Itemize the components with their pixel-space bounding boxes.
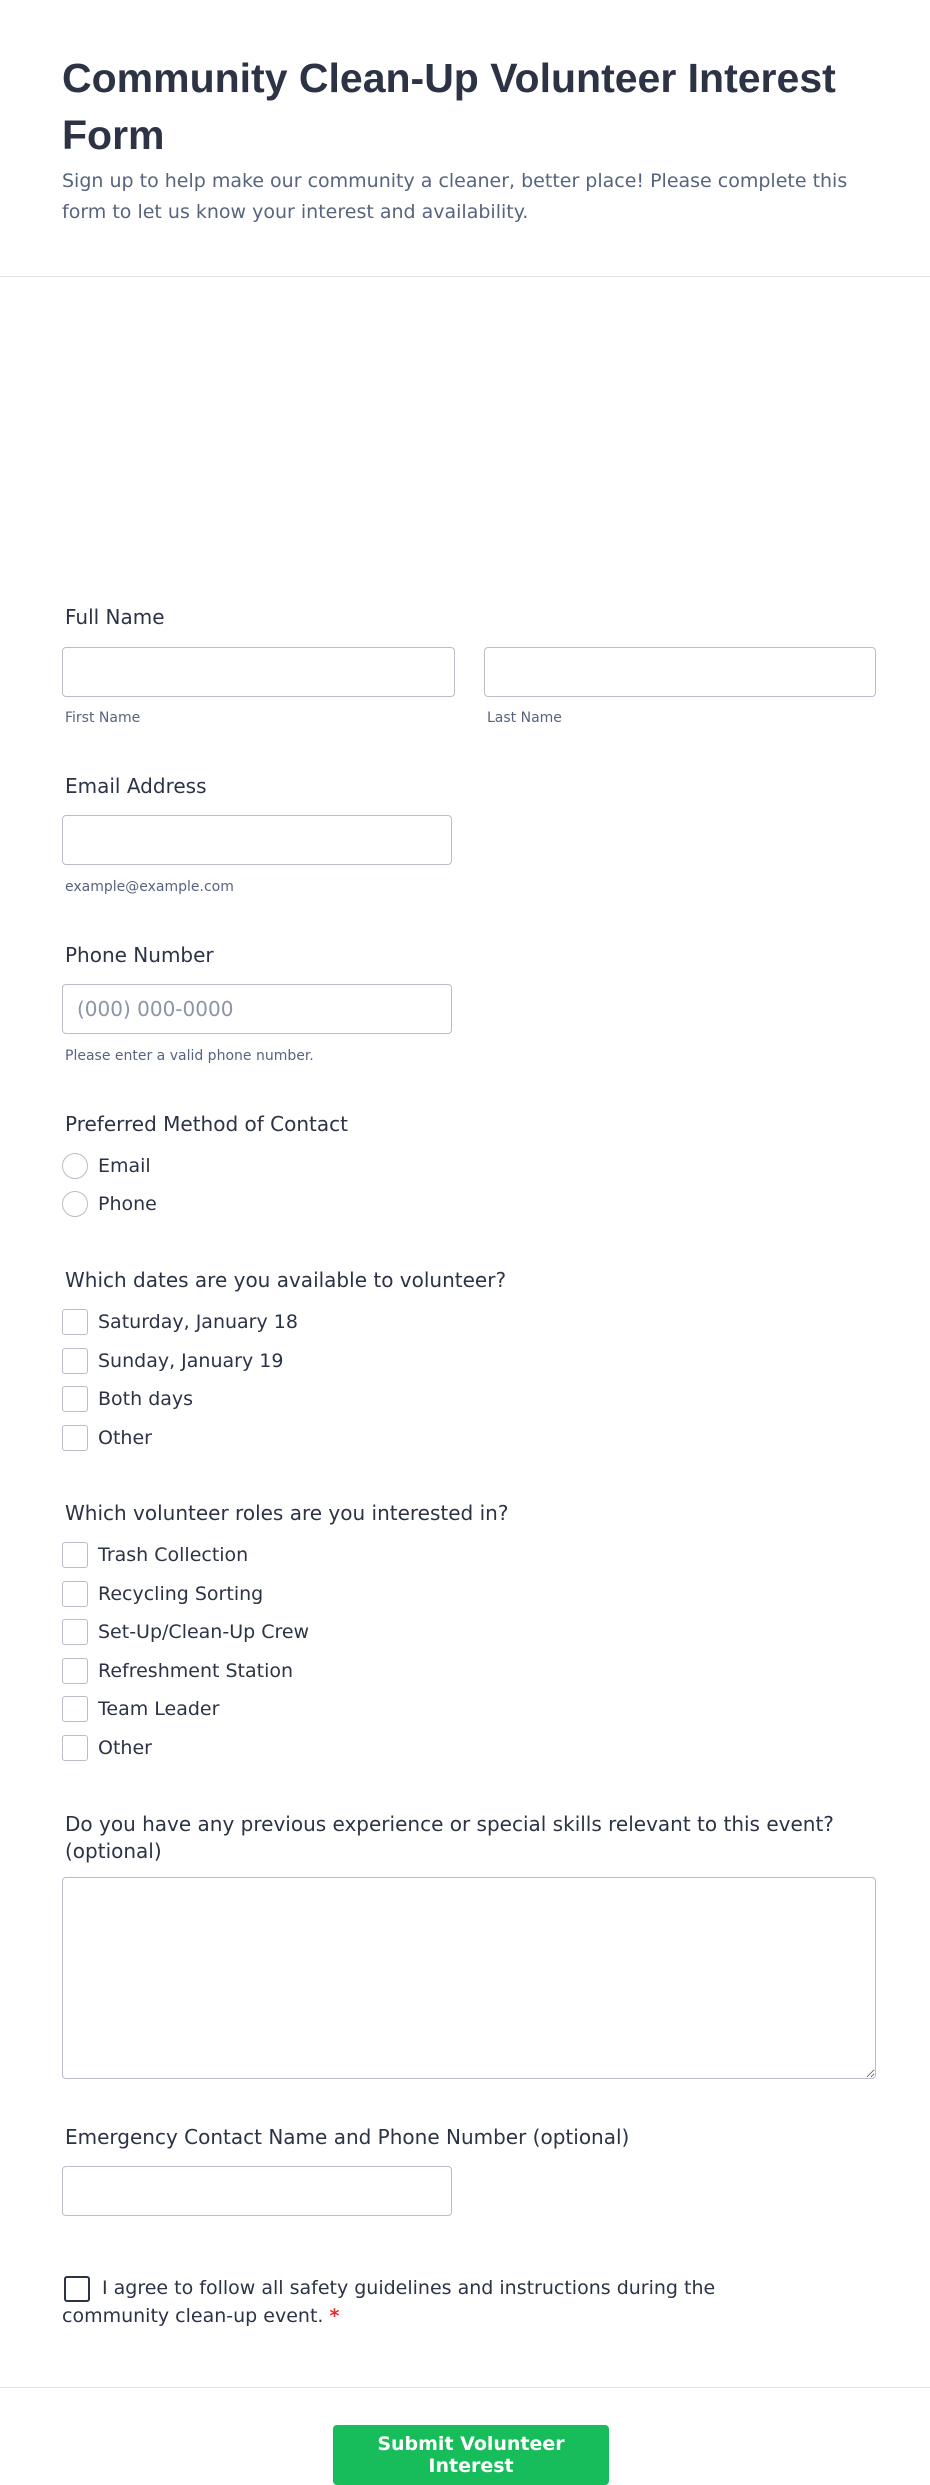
first-name-sublabel: First Name	[65, 710, 141, 726]
experience-textarea[interactable]	[62, 1877, 876, 2079]
date-option-sunday[interactable]	[62, 1348, 283, 1374]
option-label: Recycling Sorting	[98, 1583, 264, 1605]
checkbox[interactable]	[62, 1696, 88, 1722]
form-subtitle: Sign up to help make our community a cleaner, better place! Please complete this form to let us know your interest and availability.	[62, 170, 848, 223]
agreement-label: I agree to follow all safety guidelines and instructions during the community clean-up event.	[62, 2277, 716, 2327]
agreement-text	[62, 2274, 742, 2330]
role-option-recycling[interactable]	[62, 1581, 263, 1607]
checkbox[interactable]	[62, 1386, 88, 1412]
roles-label: Which volunteer roles are you interested in?	[65, 1501, 509, 1525]
email-input[interactable]	[62, 815, 452, 865]
role-option-team-leader[interactable]	[62, 1696, 219, 1722]
contact-option-email[interactable]	[62, 1153, 151, 1179]
option-label: Both days	[98, 1388, 194, 1410]
checkbox[interactable]	[62, 1425, 88, 1451]
checkbox[interactable]	[62, 1581, 88, 1607]
submit-button[interactable]: Submit Volunteer Interest	[333, 2425, 609, 2485]
first-name-input[interactable]	[62, 647, 455, 697]
form-header	[0, 0, 930, 277]
dates-label: Which dates are you available to volunteer?	[65, 1268, 507, 1292]
checkbox[interactable]	[62, 1348, 88, 1374]
option-label: Email	[98, 1155, 151, 1177]
emergency-input[interactable]	[62, 2166, 452, 2216]
form-title: Community Clean-Up Volunteer Interest Form	[62, 55, 836, 158]
date-option-other[interactable]	[62, 1425, 152, 1451]
date-option-both[interactable]	[62, 1386, 193, 1412]
footer-divider	[0, 2387, 930, 2388]
phone-label: Phone Number	[65, 943, 214, 967]
last-name-sublabel: Last Name	[487, 710, 562, 726]
contact-method-label: Preferred Method of Contact	[65, 1112, 348, 1136]
option-label: Saturday, January 18	[98, 1311, 298, 1333]
contact-option-phone[interactable]	[62, 1191, 157, 1217]
option-label: Other	[98, 1737, 152, 1759]
option-label: Team Leader	[98, 1698, 220, 1720]
radio-button[interactable]	[62, 1153, 88, 1179]
option-label: Set-Up/Clean-Up Crew	[98, 1621, 310, 1643]
role-option-trash[interactable]	[62, 1542, 248, 1568]
phone-input[interactable]	[62, 984, 452, 1034]
emergency-label: Emergency Contact Name and Phone Number (optional)	[65, 2125, 630, 2149]
required-mark: *	[329, 2305, 340, 2327]
email-sublabel: example@example.com	[65, 879, 234, 895]
checkbox[interactable]	[62, 1658, 88, 1684]
option-label: Phone	[98, 1193, 157, 1215]
email-label: Email Address	[65, 774, 207, 798]
role-option-refreshment[interactable]	[62, 1658, 293, 1684]
option-label: Refreshment Station	[98, 1660, 294, 1682]
radio-button[interactable]	[62, 1191, 88, 1217]
full-name-label: Full Name	[65, 605, 165, 629]
option-label: Other	[98, 1427, 152, 1449]
option-label: Sunday, January 19	[98, 1350, 284, 1372]
role-option-setup[interactable]	[62, 1619, 309, 1645]
last-name-input[interactable]	[484, 647, 876, 697]
option-label: Trash Collection	[98, 1544, 249, 1566]
checkbox[interactable]	[62, 1735, 88, 1761]
checkbox[interactable]	[62, 1619, 88, 1645]
checkbox[interactable]	[62, 1309, 88, 1335]
role-option-other[interactable]	[62, 1735, 152, 1761]
checkbox[interactable]	[62, 1542, 88, 1568]
phone-sublabel: Please enter a valid phone number.	[65, 1048, 314, 1064]
experience-label: Do you have any previous experience or special skills relevant to this event? (optional)	[65, 1812, 834, 1863]
date-option-saturday[interactable]	[62, 1309, 298, 1335]
